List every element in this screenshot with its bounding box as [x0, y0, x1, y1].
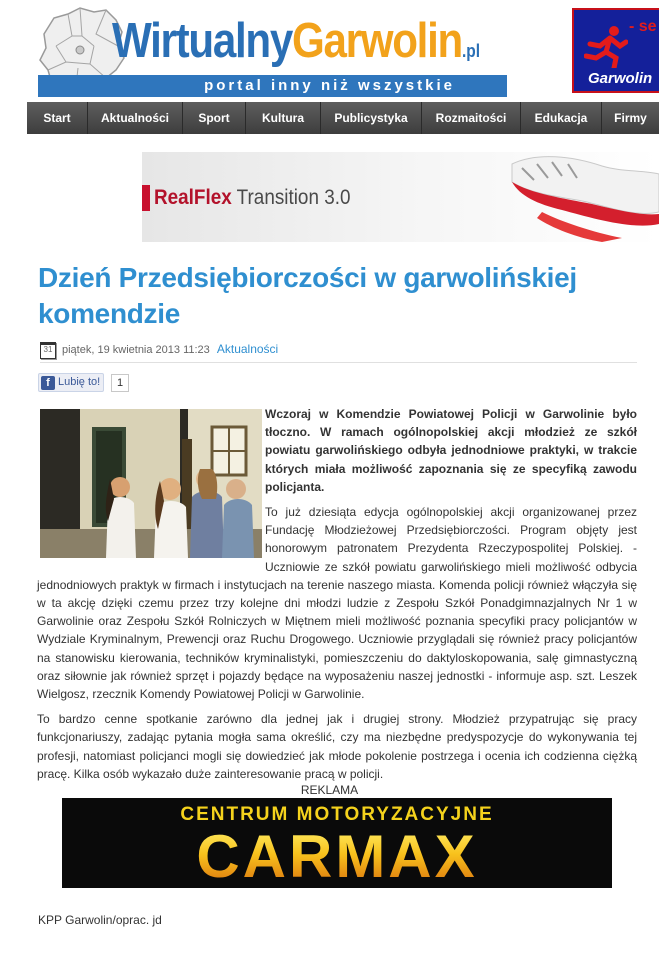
article-paragraph-1: To już dziesiąta edycja ogólnopolskiej akcji organizowanej przez Fundację Młodzieżowej Przedsiębiorczości. Program objęty jest honorowym patronatem Prezydenta Rzeczypospolitej Polskiej. - Uczniowie ze szkół powiatu garwolińskiego mieli możliwość odbycia jednodniowych praktyk w firmach i instytucjach na terenie naszego miasta. Komenda policji również włączyła się w ta akcję dzięki czemu przez trzy kolejne dni młodzi ludzie z Zespołu Szkół Ponadgimnazjalnych Nr 1 w Garwolinie oraz Zespołu Szkół Rolniczych w Miętnem mieli możliwość poznania specyfiki pracy policjantów w Wydziale Kryminalnym, Prewencji oraz Ruchu Drogowego. Uczniowie przyglądali się również pracy policjantów na stanowisku kierowania, techników kryminalistyki, pomieszczeniu do daktyloskopowania, salę gimnastyczną oraz siłownie jak również sprzęt i pojazdy będące na wyposażeniu naszej jednostki - informuje asp. szt. Leszek Wielgosz, rzecznik Komendy Powiatowej Policji w Garwolinie.: [37, 505, 637, 702]
article-date: piątek, 19 kwietnia 2013 11:23: [62, 344, 210, 356]
brand-first-word: Wirtualny: [112, 14, 292, 68]
runner-icon: [584, 24, 628, 68]
carmax-ad-line-1: CENTRUM MOTORYZACYJNE: [180, 804, 494, 825]
brand-second-word: Garwolin: [291, 14, 462, 68]
nav-item-firmy[interactable]: Firmy: [614, 111, 647, 125]
carmax-ad-line-2: CARMAX: [62, 825, 612, 888]
article-lead: Wczoraj w Komendzie Powiatowej Policji w Garwolinie było tłoczno. W ramach ogólnopolskiej akcji młodzież ze szkół powiatu garwolińskiego odbyła jednodniowe praktyki, w trakcie których miała możliwość zapoznania się ze specyfiką zawodu policjanta.: [265, 407, 637, 494]
article-category-link[interactable]: Aktualności: [216, 342, 279, 356]
banner-text: [154, 184, 350, 212]
nav-item-edukacja[interactable]: Edukacja: [521, 102, 602, 134]
banner-model: Transition 3.0: [236, 186, 351, 209]
top-right-ad[interactable]: [572, 8, 659, 93]
top-ad-text: Garwolin: [588, 70, 653, 87]
facebook-icon: f: [41, 376, 55, 390]
main-nav: [27, 102, 659, 134]
site-logo[interactable]: [112, 10, 480, 72]
photo-spacer: [37, 405, 265, 561]
nav-item-sport[interactable]: Sport: [183, 102, 246, 134]
site-header: [0, 0, 659, 100]
top-ad-dash-text: - se: [629, 18, 657, 35]
nav-item-start[interactable]: Start: [27, 102, 88, 134]
article-title: Dzień Przedsiębiorczości w garwolińskiej komendzie: [38, 262, 577, 329]
nav-item-kultura[interactable]: Kultura: [246, 102, 321, 134]
nav-item-aktualnosci[interactable]: Aktualności: [88, 102, 183, 134]
brand-tld: .pl: [461, 41, 481, 61]
banner-red-bar: [142, 185, 150, 211]
article-paragraph-2: To bardzo cenne spotkanie zarówno dla jednej jak i drugiej strony. Młodzież przypatrując się pracy funkcjonariuszy, zadając pytania mogła sama określić, czy ma niezbędne predyspozycje do wykonywania tej profesji, natomiast policjanci mogli się dowiedzieć jak młode pokolenie postrzega i ocenia ich codzienna ciężką pracę. Kilka osób wykazało duże zainteresowanie pracą w policji.: [37, 712, 637, 781]
carmax-ad[interactable]: [62, 798, 612, 888]
facebook-like-button[interactable]: [38, 373, 104, 392]
article-body: [37, 405, 637, 790]
ad-label: REKLAMA: [300, 783, 359, 797]
like-label: Lubię to!: [58, 376, 101, 388]
banner-brand: RealFlex: [154, 186, 232, 209]
shoe-banner-ad[interactable]: [142, 152, 659, 242]
nav-item-rozmaitosci[interactable]: Rozmaitości: [422, 102, 521, 134]
sneaker-image-icon: [482, 152, 659, 242]
slogan-bar: portal inny niż wszystkie: [38, 75, 507, 97]
calendar-icon: 31: [40, 342, 56, 359]
like-count: 1: [111, 374, 129, 392]
article-source: KPP Garwolin/oprac. jd: [38, 913, 162, 927]
article-meta: [40, 340, 637, 363]
nav-item-publicystyka[interactable]: Publicystyka: [321, 102, 422, 134]
